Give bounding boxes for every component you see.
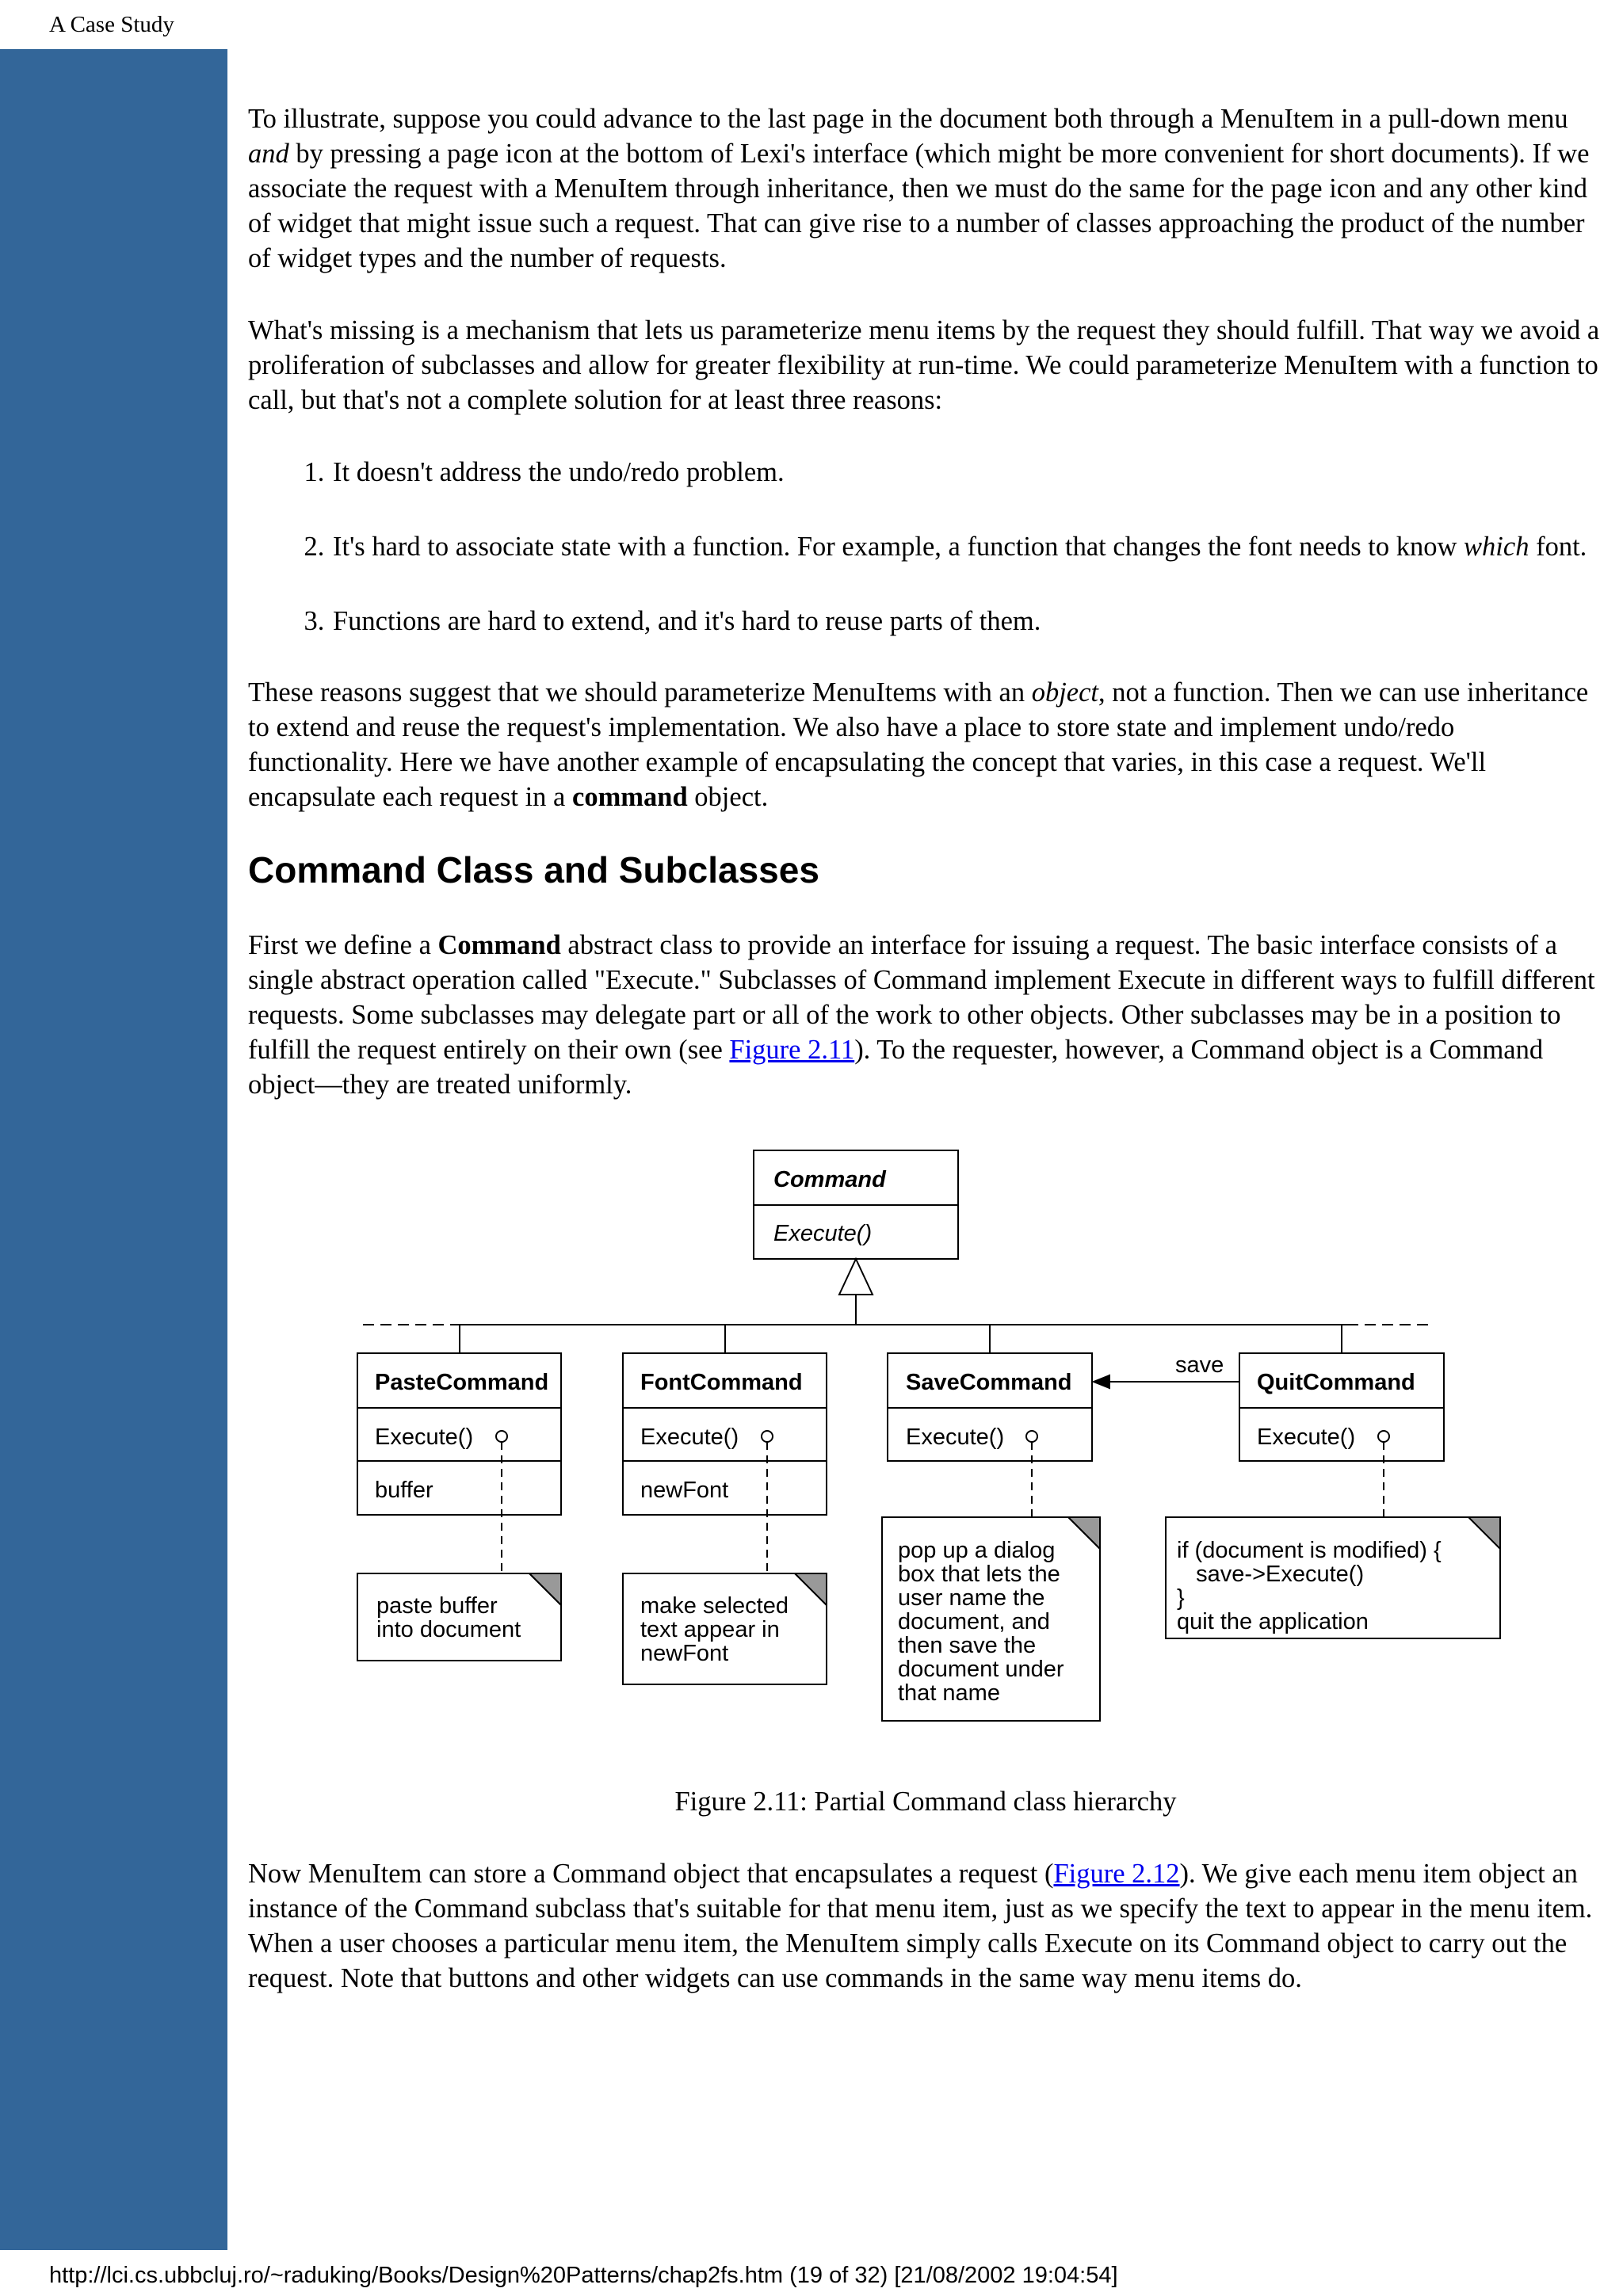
paste-attr: buffer — [375, 1478, 433, 1503]
reasons-list — [248, 455, 1603, 639]
svg-text:make selected: make selected — [640, 1593, 789, 1619]
save-name: SaveCommand — [906, 1370, 1072, 1395]
svg-text:text appear in: text appear in — [640, 1617, 780, 1642]
font-attr: newFont — [640, 1478, 729, 1503]
list-item: 2. It's hard to associate state with a function. For example, a function that changes the font needs to know which font. — [331, 529, 1603, 564]
paste-op: Execute() — [375, 1425, 474, 1450]
command-op: Execute() — [773, 1221, 873, 1246]
section-heading: Command Class and Subclasses — [248, 849, 819, 891]
list-item: 3. Functions are hard to extend, and it's hard to reuse parts of them. — [331, 604, 1603, 639]
paragraph-5: Now MenuItem can store a Command object that encapsulates a request (Figure 2.12). We give each menu item object an instance of the Command subclass that's suitable for that menu item, just as we specify the text to appear in the menu item. When a user chooses a particular menu item, the MenuItem simply calls Execute on its Command object to carry out the request. Note that buttons and other widgets can use commands in the same way menu items do. — [248, 1859, 1593, 1993]
figure-2-12-link[interactable]: Figure 2.12 — [1053, 1859, 1180, 1889]
font-name: FontCommand — [640, 1370, 803, 1395]
inheritance-triangle — [839, 1259, 873, 1295]
save-note-text — [898, 1538, 1064, 1706]
svg-text:quit the application: quit the application — [1177, 1609, 1369, 1634]
svg-text:document under: document under — [898, 1657, 1064, 1682]
main-content — [248, 101, 1603, 2033]
svg-text:pop up a dialog: pop up a dialog — [898, 1538, 1056, 1563]
paragraph-3: These reasons suggest that we should parameterize MenuItems with an object, not a function. Then we can use inheritance to extend and reuse the request's implementation. We also have a place to store state and implement undo/redo functionality. Here we have another example of encapsulating the concept that varies, in this case a request. We'll encapsulate each request in a command object. — [248, 677, 1589, 812]
paste-name: PasteCommand — [375, 1370, 549, 1395]
paragraph-4: First we define a Command abstract class to provide an interface for issuing a request. The basic interface consists of a single abstract operation called "Execute." Subclasses of Command implement Execute in different ways to fulfill different requests. Some subclasses may delegate part or all of the work to other objects. Other subclasses may be in a position to fulfill the request entirely on their own (see Figure 2.11). To the requester, however, a Command object is a Command object—they are treated uniformly. — [248, 930, 1595, 1100]
svg-text:user name the: user name the — [898, 1585, 1045, 1611]
paragraph-1: To illustrate, suppose you could advance to the last page in the document both through a MenuItem in a pull-down menu and by pressing a page icon at the bottom of Lexi's interface (which might be more convenient for short documents). If we associate the request with a MenuItem through inheritance, then we must do the same for the page icon and any other kind of widget that might issue such a request. That can give rise to a number of classes approaching the product of the number of widget types and the number of requests. — [248, 104, 1590, 273]
page-footer-url: http://lci.cs.ubbcluj.ro/~raduking/Books/Design%20Patterns/chap2fs.htm (19 of 32) [21/08/2002 19:04:54] — [49, 2263, 1118, 2288]
quit-name: QuitCommand — [1257, 1370, 1415, 1395]
svg-text:save->Execute(): save->Execute() — [1177, 1562, 1365, 1587]
save-op: Execute() — [906, 1425, 1005, 1450]
association-label: save — [1175, 1352, 1224, 1378]
figure-2-11-link[interactable]: Figure 2.11 — [729, 1035, 855, 1065]
quit-op: Execute() — [1257, 1425, 1356, 1450]
list-item: 1. It doesn't address the undo/redo problem. — [331, 455, 1603, 490]
svg-text:then save the: then save the — [898, 1633, 1037, 1658]
sidebar — [0, 49, 227, 2250]
font-op: Execute() — [640, 1425, 739, 1450]
svg-text:into document: into document — [376, 1617, 521, 1642]
figure-caption: Figure 2.11: Partial Command class hierarchy — [674, 1787, 1177, 1817]
svg-text:that name: that name — [898, 1680, 1000, 1706]
svg-text:box that lets the: box that lets the — [898, 1562, 1060, 1587]
svg-text:document, and: document, and — [898, 1609, 1050, 1634]
svg-text:if (document is modified) {: if (document is modified) { — [1177, 1538, 1442, 1563]
uml-diagram — [248, 1139, 1603, 1773]
command-class-diagram — [248, 1139, 1603, 1773]
svg-text:}: } — [1177, 1585, 1185, 1611]
paragraph-2: What's missing is a mechanism that lets us parameterize menu items by the request they should fulfill. That way we avoid a proliferation of subclasses and allow for greater flexibility at run-time. We could parameterize MenuItem with a function to call, but that's not a complete solution for at least three reasons: — [248, 315, 1600, 415]
page-header: A Case Study — [49, 12, 174, 37]
svg-text:paste buffer: paste buffer — [376, 1593, 498, 1619]
svg-text:newFont: newFont — [640, 1641, 729, 1666]
association-arrowhead — [1094, 1375, 1109, 1388]
command-name: Command — [773, 1167, 886, 1192]
